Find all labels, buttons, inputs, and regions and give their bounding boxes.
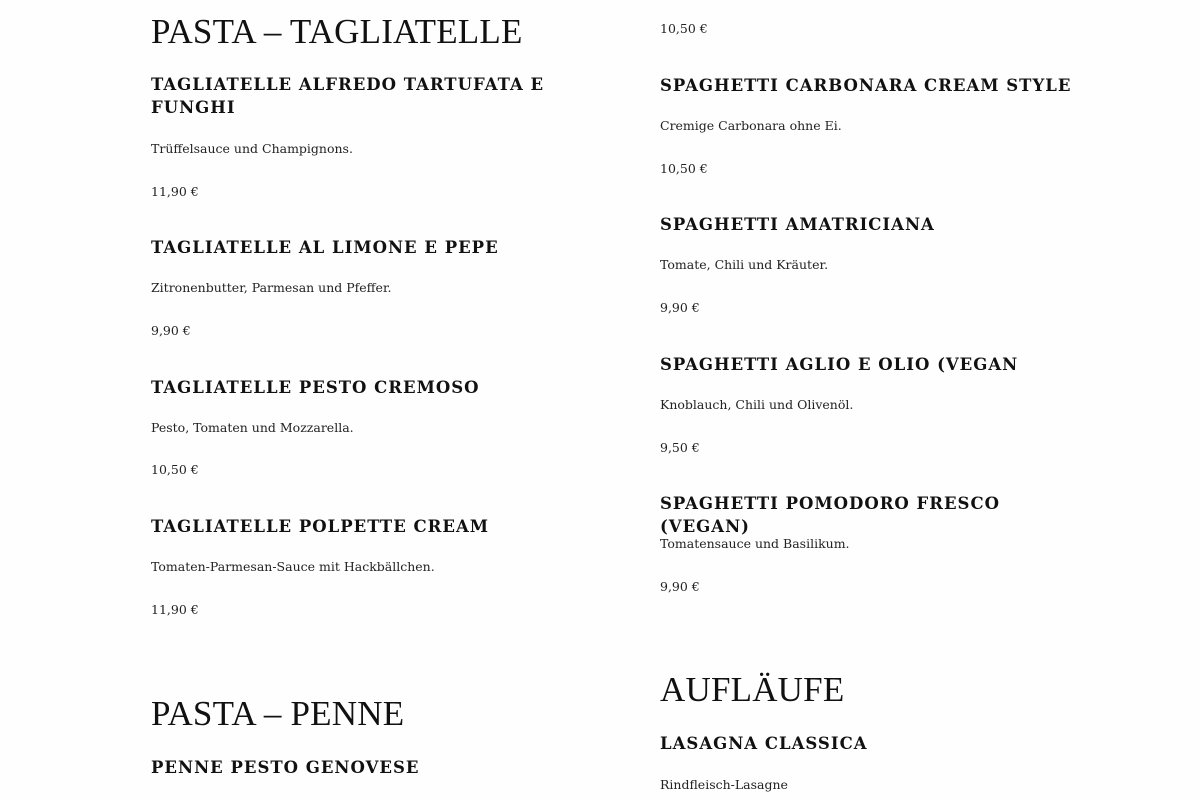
menu-item-price: 9,50 € [660,440,700,455]
section-title-auflaeufe: AUFLÄUFE [660,670,845,709]
menu-item-price: 11,90 € [151,184,199,199]
menu-item-title: SPAGHETTI AMATRICIANA [660,215,935,234]
section-title-penne: PASTA – PENNE [151,694,405,733]
menu-item-description: Rindfleisch-Lasagne [660,777,788,792]
menu-item-price: 9,90 € [660,579,700,594]
menu-item-title: PENNE PESTO GENOVESE [151,758,420,777]
menu-item-title: TAGLIATELLE AL LIMONE E PEPE [151,238,499,257]
menu-item-description: Cremige Carbonara ohne Ei. [660,118,842,133]
menu-item-price: 9,90 € [151,323,191,338]
menu-item-title: LASAGNA CLASSICA [660,734,868,753]
menu-item-title: SPAGHETTI POMODORO FRESCO (VEGAN) [660,494,1000,536]
menu-item-title: TAGLIATELLE ALFREDO TARTUFATA E FUNGHI [151,75,545,117]
menu-item-price: 9,90 € [660,300,700,315]
menu-item-title: TAGLIATELLE PESTO CREMOSO [151,378,480,397]
menu-item-title: SPAGHETTI CARBONARA CREAM STYLE [660,76,1072,95]
menu-item-description: Tomatensauce und Basilikum. [660,536,850,551]
menu-item-price: 10,50 € [151,462,199,477]
section-title-tagliatelle: PASTA – TAGLIATELLE [151,12,523,51]
menu-item-price: 11,90 € [151,602,199,617]
menu-item-description: Tomaten-Parmesan-Sauce mit Hackbällchen. [151,559,435,574]
menu-item-title: TAGLIATELLE POLPETTE CREAM [151,517,490,536]
menu-item-description: Trüffelsauce und Champignons. [151,141,353,156]
menu-item-price: 10,50 € [660,21,708,36]
menu-item-description: Pesto, Tomaten und Mozzarella. [151,420,354,435]
menu-item-description: Tomate, Chili und Kräuter. [660,257,829,272]
menu-item-description: Zitronenbutter, Parmesan und Pfeffer. [151,280,392,295]
menu-item-title: SPAGHETTI AGLIO E OLIO (VEGAN [660,355,1019,374]
menu-item-description: Knoblauch, Chili und Olivenöl. [660,397,854,412]
menu-item-price: 10,50 € [660,161,708,176]
